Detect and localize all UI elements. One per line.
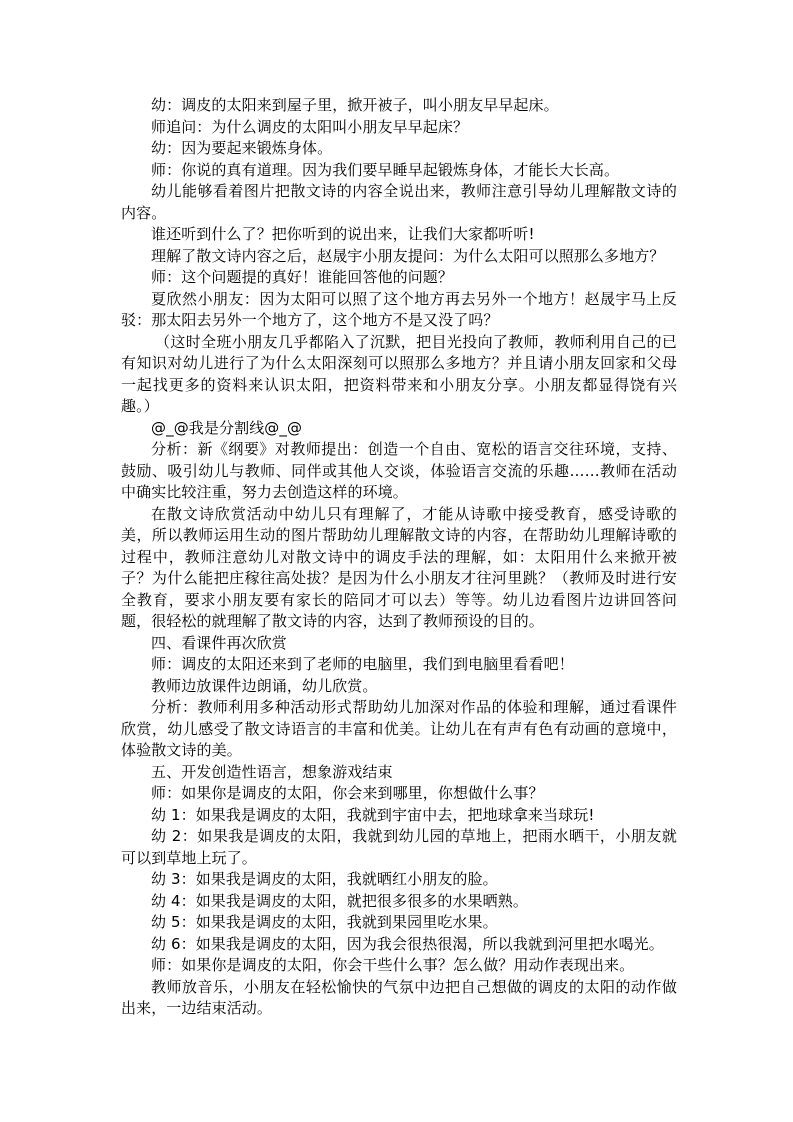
paragraph-dialogue: 幼 4：如果我是调皮的太阳，就把很多很多的水果晒熟。 xyxy=(151,891,528,910)
paragraph-dialogue: 师：这个问题提的真好！谁能回答他的问题？ xyxy=(151,268,454,286)
section-heading: 四、看课件再次欣赏 xyxy=(151,633,287,652)
paragraph-dialogue: 幼 2：如果我是调皮的太阳，我就到幼儿园的草地上，把雨水晒干，小朋友就可以到草地上玩了。 xyxy=(121,827,677,867)
paragraph-dialogue: 谁还听到什么了？把你听到的说出来，让我们大家都听听! xyxy=(151,225,535,243)
document-page xyxy=(121,95,677,1020)
paragraph-analysis: 在散文诗欣赏活动中幼儿只有理解了，才能从诗歌中接受教育，感受诗歌的美，所以教师运用生动的图片帮助幼儿理解散文诗的内容，在帮助幼儿理解诗歌的过程中，教师注意幼儿对散文诗中的调皮手法的理解，如：太阳用什么来掀开被子？为什么能把庄稼往高处拔？是因为什么小朋友才往河里跳？（教师及时进行安全教育，要求小朋友要有家长的陪同才可以去）等等。幼儿边看图片边讲回答问题，很轻松的就理解了散文诗的内容，达到了教师预设的目的。 xyxy=(121,504,677,630)
paragraph-aside: （这时全班小朋友几乎都陷入了沉默，把目光投向了教师，教师利用自己的已有知识对幼儿进行了为什么太阳深刻可以照那么多地方？并且请小朋友回家和父母一起找更多的资料来认识太阳，把资料带来和小朋友分享。小朋友都显得饶有兴趣。） xyxy=(121,332,677,415)
paragraph-analysis: 分析：教师利用多种活动形式帮助幼儿加深对作品的体验和理解，通过看课件欣赏，幼儿感受了散文诗语言的丰富和优美。让幼儿在有声有色有动画的意境中，体验散文诗的美。 xyxy=(121,698,677,759)
paragraph-dialogue: 幼：调皮的太阳来到屋子里，掀开被子，叫小朋友早早起床。 xyxy=(151,96,559,114)
paragraph-narration: 教师放音乐，小朋友在轻松愉快的气氛中边把自己想做的调皮的太阳的动作做出来，一边结束活动。 xyxy=(121,977,677,1017)
section-heading: 五、开发创造性语言，想象游戏结束 xyxy=(151,762,393,781)
paragraph-dialogue: 师：你说的真有道理。因为我们要早睡早起锻炼身体，才能长大长高。 xyxy=(151,160,620,179)
paragraph-narration: 理解了散文诗内容之后，赵晟宇小朋友提问：为什么太阳可以照那么多地方？ xyxy=(151,246,665,265)
paragraph-dialogue: 幼 1：如果我是调皮的太阳，我就到宇宙中去，把地球拿来当球玩! xyxy=(151,805,595,824)
paragraph-narration: 教师边放课件边朗诵，幼儿欣赏。 xyxy=(151,676,378,695)
paragraph-dialogue: 师：如果你是调皮的太阳，你会来到哪里，你想做什么事？ xyxy=(151,784,544,802)
paragraph-dialogue: 幼 3：如果我是调皮的太阳，我就晒红小朋友的脸。 xyxy=(151,870,498,888)
paragraph-dialogue: 幼：因为要起来锻炼身体。 xyxy=(151,139,333,157)
divider-line: @_@我是分割线@_@ xyxy=(151,418,303,437)
paragraph-dialogue: 夏欣然小朋友：因为太阳可以照了这个地方再去另外一个地方！赵晟宇马上反驳：那太阳去另外一个地方了，这个地方不是又没了吗？ xyxy=(121,289,677,329)
paragraph-dialogue: 师：调皮的太阳还来到了老师的电脑里，我们到电脑里看看吧！ xyxy=(151,655,574,673)
paragraph-dialogue: 师追问：为什么调皮的太阳叫小朋友早早起床？ xyxy=(151,117,469,136)
paragraph-dialogue: 幼 5：如果我是调皮的太阳，我就到果园里吃水果。 xyxy=(151,913,498,931)
paragraph-dialogue: 师：如果你是调皮的太阳，你会干些什么事？怎么做？用动作表现出来。 xyxy=(151,956,635,974)
paragraph-narration: 幼儿能够看着图片把散文诗的内容全说出来，教师注意引导幼儿理解散文诗的内容。 xyxy=(121,182,677,222)
paragraph-analysis: 分析：新《纲要》对教师提出：创造一个自由、宽松的语言交往环境，支持、鼓励、吸引幼儿与教师、同伴或其他人交谈，体验语言交流的乐趣……教师在活动中确实比较注重，努力去创造这样的环境。 xyxy=(121,440,677,501)
paragraph-dialogue: 幼 6：如果我是调皮的太阳，因为我会很热很渴，所以我就到河里把水喝光。 xyxy=(151,934,664,953)
